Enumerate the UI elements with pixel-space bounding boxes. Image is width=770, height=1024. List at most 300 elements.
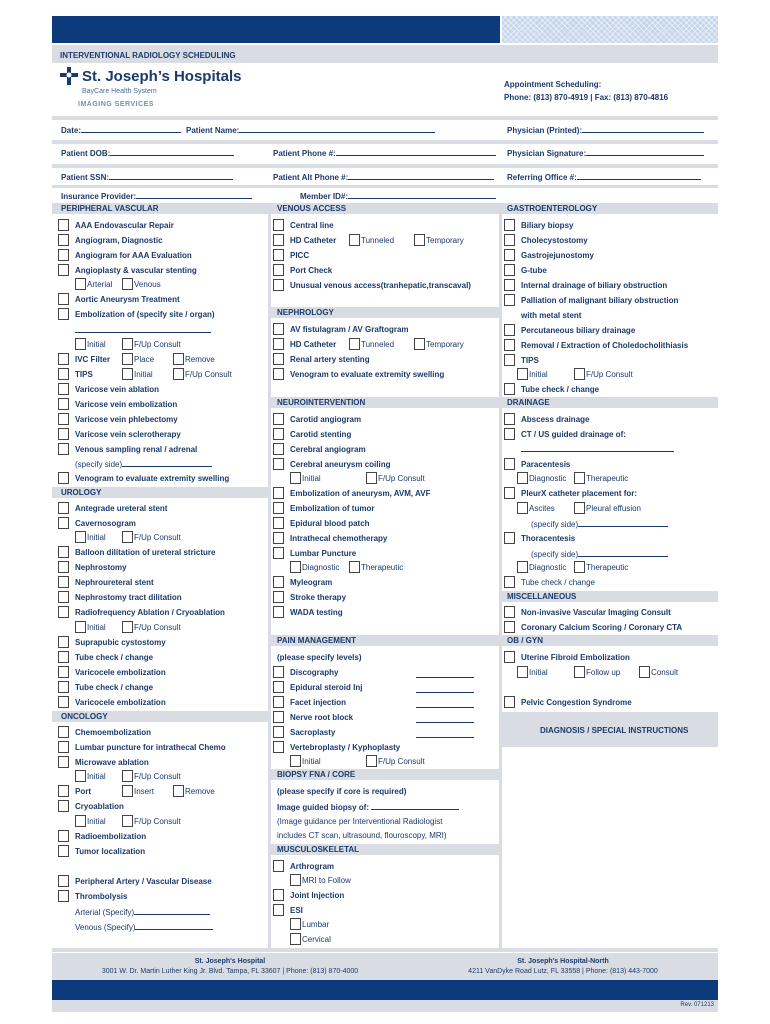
checkbox[interactable]	[58, 398, 69, 410]
item-label: Cerebral aneurysm coiling	[290, 460, 391, 469]
patient-name-field[interactable]	[239, 125, 435, 133]
item-label: F/Up Consult	[378, 474, 425, 483]
footer-right-address: 4211 VanDyke Road Lutz, FL 33558 | Phone: (813) 443-7000	[468, 968, 658, 975]
checkbox[interactable]	[273, 413, 284, 425]
item-label: Radioembolization	[75, 832, 147, 841]
item-label: Internal drainage of biliary obstruction	[521, 281, 668, 290]
item-label: Varicose vein phlebectomy	[75, 415, 178, 424]
footer-left-title: St. Joseph's Hospital	[194, 958, 266, 965]
item-label: TIPS	[521, 356, 539, 365]
item-label: Diagnostic	[529, 563, 567, 572]
item-label: Initial	[302, 757, 321, 766]
checkbox[interactable]	[273, 234, 284, 246]
checkbox[interactable]	[75, 531, 86, 543]
checkbox[interactable]	[290, 874, 301, 886]
separator	[52, 164, 718, 168]
separator	[52, 185, 718, 188]
checkbox[interactable]	[58, 696, 69, 708]
checkbox[interactable]	[504, 606, 515, 618]
bottom-gray-bar	[52, 1000, 718, 1012]
checkbox[interactable]	[504, 383, 515, 395]
checkbox[interactable]	[504, 532, 515, 544]
item-label: Angioplasty & vascular stenting	[75, 266, 197, 275]
checkbox[interactable]	[517, 666, 528, 678]
item-label: Lumbar Puncture	[290, 549, 357, 558]
checkbox[interactable]	[504, 487, 515, 499]
column-divider	[499, 203, 502, 949]
checkbox[interactable]	[122, 621, 133, 633]
section-biopsy: BIOPSY FNA / CORE	[277, 770, 356, 779]
checkbox[interactable]	[58, 413, 69, 425]
checkbox[interactable]	[273, 904, 284, 916]
item-label: Non-invasive Vascular Imaging Consult	[521, 608, 671, 617]
item-label: Remove	[185, 355, 215, 364]
section-drainage: DRAINAGE	[507, 398, 550, 407]
item-label: (Image guidance per Interventional Radiologist	[277, 817, 443, 826]
checkbox[interactable]	[75, 770, 86, 782]
checkbox[interactable]	[58, 666, 69, 678]
item-label: Tunneled	[361, 340, 395, 349]
item-label: Myleogram	[290, 578, 333, 587]
level-line[interactable]	[416, 737, 474, 738]
item-label: Remove	[185, 787, 215, 796]
item-label: Cryoablation	[75, 802, 124, 811]
specify-line[interactable]	[75, 332, 211, 333]
item-label: Stroke therapy	[290, 593, 347, 602]
checkbox[interactable]	[273, 249, 284, 261]
item-label: Cervical	[302, 935, 331, 944]
checkbox[interactable]	[273, 576, 284, 588]
checkbox[interactable]	[273, 606, 284, 618]
checkbox[interactable]	[122, 278, 133, 290]
checkbox[interactable]	[504, 458, 515, 470]
item-label: Renal artery stenting	[290, 355, 370, 364]
item-label: Diagnostic	[529, 474, 567, 483]
item-label: Epidural steroid Inj	[290, 683, 363, 692]
item-label: Gastrojejunostomy	[521, 251, 594, 260]
section-oncology: ONCOLOGY	[61, 712, 108, 721]
specify-side-field[interactable]	[578, 519, 668, 527]
item-label: MRI to Follow	[302, 876, 351, 885]
checkbox[interactable]	[273, 338, 284, 350]
item-label: Varicocele embolization	[75, 668, 166, 677]
checkbox[interactable]	[58, 472, 69, 484]
venous-specify-field[interactable]	[135, 922, 213, 930]
item-label: Initial	[87, 772, 106, 781]
separator	[52, 116, 718, 120]
checkbox[interactable]	[273, 591, 284, 603]
item-label: Therapeutic	[361, 563, 404, 572]
checkbox[interactable]	[273, 458, 284, 470]
item-label: Microwave ablation	[75, 758, 149, 767]
checkbox[interactable]	[349, 234, 360, 246]
checkbox[interactable]	[122, 368, 133, 380]
item-label: F/Up Consult	[378, 757, 425, 766]
checkbox[interactable]	[349, 338, 360, 350]
item-label: Initial	[87, 340, 106, 349]
checkbox[interactable]	[273, 502, 284, 514]
item-label: Intrathecal chemotherapy	[290, 534, 388, 543]
section-gastroenterology: GASTROENTEROLOGY	[507, 204, 598, 213]
section-neurointervention: NEUROINTERVENTION	[277, 398, 366, 407]
item-label: Varicose vein embolization	[75, 400, 178, 409]
item-label: Tumor localization	[75, 847, 146, 856]
checkbox[interactable]	[273, 353, 284, 365]
item-label: Varicose vein ablation	[75, 385, 160, 394]
item-label: Venous	[134, 280, 161, 289]
appointment-contact	[504, 78, 668, 104]
checkbox[interactable]	[273, 711, 284, 723]
item-label: F/Up Consult	[134, 623, 181, 632]
item-label: F/Up Consult	[134, 817, 181, 826]
checkbox[interactable]	[58, 368, 69, 380]
contact-line2: Phone: (813) 870-4919 | Fax: (813) 870-4816	[504, 93, 669, 102]
checkbox[interactable]	[504, 621, 515, 633]
checkbox[interactable]	[58, 890, 69, 902]
referring-label: Referring Office #:	[507, 172, 701, 183]
item-label: Nephrostomy	[75, 563, 127, 572]
checkbox[interactable]	[273, 443, 284, 455]
checkbox[interactable]	[273, 860, 284, 872]
item-label: Cavernosogram	[75, 519, 136, 528]
checkbox[interactable]	[58, 546, 69, 558]
checkbox[interactable]	[504, 576, 515, 588]
item-label: Percutaneous biliary drainage	[521, 326, 636, 335]
checkbox[interactable]	[273, 368, 284, 380]
cross-icon	[60, 67, 78, 85]
checkbox[interactable]	[574, 502, 585, 514]
member-label: Member ID#:	[300, 191, 496, 202]
item-label: F/Up Consult	[134, 340, 181, 349]
item-label: Arterial (Specify)	[75, 907, 210, 918]
checkbox[interactable]	[58, 576, 69, 588]
checkbox[interactable]	[58, 428, 69, 440]
item-label: Lumbar	[302, 920, 330, 929]
checkbox[interactable]	[122, 353, 133, 365]
item-label: Sacroplasty	[290, 728, 336, 737]
footer-left-address: 3001 W. Dr. Martin Luther King Jr. Blvd. Tampa, FL 33607 | Phone: (813) 870-4000	[101, 968, 359, 975]
checkbox[interactable]	[273, 323, 284, 335]
checkbox[interactable]	[122, 770, 133, 782]
item-label: ESI	[290, 906, 303, 915]
ssn-field[interactable]	[109, 172, 233, 180]
drainage-site-line[interactable]	[521, 451, 674, 452]
item-label: Aortic Aneurysm Treatment	[75, 295, 180, 304]
checkbox[interactable]	[58, 219, 69, 231]
item-label: Port Check	[290, 266, 333, 275]
item-label: Therapeutic	[586, 563, 629, 572]
item-label: Diagnostic	[302, 563, 340, 572]
item-label: Discography	[290, 668, 339, 677]
separator	[52, 948, 718, 952]
checkbox[interactable]	[75, 338, 86, 350]
checkbox[interactable]	[639, 666, 650, 678]
item-label: Cerebral angiogram	[290, 445, 366, 454]
level-line[interactable]	[416, 677, 474, 678]
checkbox[interactable]	[58, 651, 69, 663]
item-label: CT / US guided drainage of:	[521, 430, 626, 439]
checkbox[interactable]	[58, 383, 69, 395]
checkbox[interactable]	[574, 368, 585, 380]
checkbox[interactable]	[58, 517, 69, 529]
item-label: Initial	[87, 817, 106, 826]
item-label: Embolization of aneurysm, AVM, AVF	[290, 489, 431, 498]
checkbox[interactable]	[273, 666, 284, 678]
bottom-navy-bar	[52, 980, 718, 1000]
footer-left	[52, 957, 408, 977]
checkbox[interactable]	[58, 830, 69, 842]
checkbox[interactable]	[504, 651, 515, 663]
section-diagnosis: DIAGNOSIS / SPECIAL INSTRUCTIONS	[540, 726, 689, 735]
checkbox[interactable]	[290, 933, 301, 945]
checkbox[interactable]	[273, 279, 284, 291]
checkbox[interactable]	[290, 472, 301, 484]
section-pain-management: PAIN MANAGEMENT	[277, 636, 356, 645]
checkbox[interactable]	[58, 636, 69, 648]
checkbox[interactable]	[504, 249, 515, 261]
checkbox[interactable]	[273, 681, 284, 693]
checkbox[interactable]	[273, 428, 284, 440]
revision-label: Rev. 071213	[680, 1002, 714, 1008]
item-label: Temporary	[426, 340, 464, 349]
checkbox[interactable]	[504, 264, 515, 276]
item-label: F/Up Consult	[586, 370, 633, 379]
checkbox[interactable]	[58, 726, 69, 738]
checkbox[interactable]	[173, 785, 184, 797]
checkbox[interactable]	[273, 547, 284, 559]
section-urology: UROLOGY	[61, 488, 102, 497]
checkbox[interactable]	[574, 666, 585, 678]
level-line[interactable]	[416, 722, 474, 723]
checkbox[interactable]	[273, 889, 284, 901]
checkbox[interactable]	[273, 532, 284, 544]
checkbox[interactable]	[58, 264, 69, 276]
item-label: Carotid angiogram	[290, 415, 362, 424]
item-label: Embolization of (specify site / organ)	[75, 310, 215, 319]
checkbox[interactable]	[75, 278, 86, 290]
item-label: Initial	[87, 623, 106, 632]
item-label: Nephrostomy tract dilitation	[75, 593, 182, 602]
checkbox[interactable]	[366, 472, 377, 484]
specify-side-field[interactable]	[122, 459, 212, 467]
item-label: Arterial	[87, 280, 113, 289]
checkbox[interactable]	[273, 726, 284, 738]
checkbox[interactable]	[504, 294, 515, 306]
specify-side-field[interactable]	[578, 549, 668, 557]
checkbox[interactable]	[75, 621, 86, 633]
checkbox[interactable]	[504, 279, 515, 291]
dob-field[interactable]	[110, 148, 234, 156]
checkbox[interactable]	[517, 502, 528, 514]
item-label: Insert	[134, 787, 155, 796]
checkbox[interactable]	[58, 756, 69, 768]
checkbox[interactable]	[58, 308, 69, 320]
level-line[interactable]	[416, 707, 474, 708]
signature-label: Physician Signature:	[507, 148, 704, 159]
item-label: Uterine Fibroid Embolization	[521, 653, 630, 662]
item-label: Joint Injection	[290, 891, 345, 900]
checkbox[interactable]	[75, 815, 86, 827]
header-navy-block	[52, 16, 500, 43]
referring-field[interactable]	[577, 172, 701, 180]
logo-name: St. Joseph’s Hospitals	[82, 68, 242, 85]
arterial-specify-field[interactable]	[134, 907, 210, 915]
header-bar	[52, 16, 718, 43]
checkbox[interactable]	[122, 785, 133, 797]
checkbox[interactable]	[517, 368, 528, 380]
checkbox[interactable]	[58, 502, 69, 514]
item-label: Initial	[134, 370, 153, 379]
checkbox[interactable]	[290, 918, 301, 930]
item-label: TIPS	[75, 370, 93, 379]
section-obgyn: OB / GYN	[507, 636, 544, 645]
item-label: Palliation of malignant biliary obstruction	[521, 296, 679, 305]
date-field[interactable]	[81, 125, 181, 133]
checkbox[interactable]	[574, 472, 585, 484]
checkbox[interactable]	[58, 875, 69, 887]
phone-label: Patient Phone #:	[273, 148, 496, 159]
item-label: Tube check / change	[521, 578, 595, 587]
item-label: G-tube	[521, 266, 547, 275]
item-label: WADA testing	[290, 608, 343, 617]
checkbox[interactable]	[122, 338, 133, 350]
item-label: Varicose vein sclerotherapy	[75, 430, 181, 439]
item-label: Balloon dilitation of ureteral stricture	[75, 548, 216, 557]
checkbox[interactable]	[290, 755, 301, 767]
item-label: Biliary biopsy	[521, 221, 574, 230]
dob-label: Patient DOB:	[61, 148, 234, 159]
checkbox[interactable]	[517, 561, 528, 573]
checkbox[interactable]	[58, 785, 69, 797]
level-line[interactable]	[416, 692, 474, 693]
item-label: Tunneled	[361, 236, 395, 245]
checkbox[interactable]	[58, 353, 69, 365]
item-label: (specify side)	[75, 459, 212, 470]
item-label: PleurX catheter placement for:	[521, 489, 638, 498]
item-label: Abscess drainage	[521, 415, 590, 424]
checkbox[interactable]	[58, 561, 69, 573]
patient-name-label: Patient Name:	[186, 125, 435, 136]
checkbox[interactable]	[273, 741, 284, 753]
phone-field[interactable]	[336, 148, 496, 156]
physician-printed-field[interactable]	[582, 125, 704, 133]
item-label: with metal stent	[521, 311, 582, 320]
insurance-field[interactable]	[136, 191, 252, 199]
header-pattern-block	[502, 16, 718, 43]
item-label: (specify side)	[531, 519, 668, 530]
item-label: Initial	[302, 474, 321, 483]
checkbox[interactable]	[173, 368, 184, 380]
item-label: AV fistulagram / AV Graftogram	[290, 325, 409, 334]
alt-phone-field[interactable]	[348, 172, 494, 180]
checkbox[interactable]	[58, 681, 69, 693]
checkbox[interactable]	[366, 755, 377, 767]
checkbox[interactable]	[58, 249, 69, 261]
checkbox[interactable]	[574, 561, 585, 573]
footer-right-title: St. Joseph's Hospital-North	[517, 958, 609, 965]
checkbox[interactable]	[58, 741, 69, 753]
member-field[interactable]	[348, 191, 496, 199]
item-label: Peripheral Artery / Vascular Disease	[75, 877, 212, 886]
checkbox[interactable]	[58, 443, 69, 455]
checkbox[interactable]	[414, 234, 425, 246]
insurance-label: Insurance Provider:	[61, 191, 252, 202]
item-label: Initial	[87, 533, 106, 542]
checkbox[interactable]	[273, 517, 284, 529]
checkbox[interactable]	[504, 219, 515, 231]
section-peripheral-vascular: PERIPHERAL VASCULAR	[61, 204, 159, 213]
item-label: Nephroureteral stent	[75, 578, 154, 587]
ssn-label: Patient SSN:	[61, 172, 233, 183]
checkbox[interactable]	[504, 413, 515, 425]
item-label: Suprapubic cystostomy	[75, 638, 166, 647]
item-label: Venous sampling renal / adrenal	[75, 445, 198, 454]
item-label: Facet injection	[290, 698, 347, 707]
item-label: Pleural effusion	[586, 504, 641, 513]
item-label: Tube check / change	[75, 653, 154, 662]
item-label: HD Catheter	[290, 340, 337, 349]
item-label: Place	[134, 355, 155, 364]
section-musculoskeletal: MUSCULOSKELETAL	[277, 845, 360, 854]
checkbox[interactable]	[273, 487, 284, 499]
item-label: Varicocele embolization	[75, 698, 166, 707]
checkbox[interactable]	[349, 561, 360, 573]
item-label: Carotid stenting	[290, 430, 352, 439]
item-label: Tube check / change	[521, 385, 600, 394]
checkbox[interactable]	[414, 338, 425, 350]
checkbox[interactable]	[58, 845, 69, 857]
item-label: Removal / Extraction of Choledocholithiasis	[521, 341, 689, 350]
item-label: PICC	[290, 251, 310, 260]
logo-system: BayCare Health System	[82, 88, 157, 95]
checkbox[interactable]	[58, 234, 69, 246]
footer-right	[408, 957, 718, 977]
checkbox[interactable]	[58, 293, 69, 305]
checkbox[interactable]	[58, 800, 69, 812]
checkbox[interactable]	[273, 219, 284, 231]
checkbox[interactable]	[290, 561, 301, 573]
item-label: F/Up Consult	[134, 533, 181, 542]
item-label: (please specify levels)	[277, 653, 362, 662]
item-label: HD Catheter	[290, 236, 337, 245]
checkbox[interactable]	[273, 264, 284, 276]
checkbox[interactable]	[504, 324, 515, 336]
checkbox[interactable]	[504, 696, 515, 708]
biopsy-site-field[interactable]	[371, 802, 459, 810]
item-label: Radiofrequency Ablation / Cryoablation	[75, 608, 225, 617]
item-label: Arthrogram	[290, 862, 335, 871]
checkbox[interactable]	[122, 531, 133, 543]
checkbox[interactable]	[173, 353, 184, 365]
checkbox[interactable]	[58, 606, 69, 618]
section-miscellaneous: MISCELLANEOUS	[507, 592, 577, 601]
checkbox[interactable]	[504, 354, 515, 366]
item-label: Paracentesis	[521, 460, 571, 469]
checkbox[interactable]	[273, 696, 284, 708]
checkbox[interactable]	[504, 339, 515, 351]
item-label: F/Up Consult	[134, 772, 181, 781]
checkbox[interactable]	[517, 472, 528, 484]
item-label: Nerve root block	[290, 713, 354, 722]
checkbox[interactable]	[58, 591, 69, 603]
checkbox[interactable]	[122, 815, 133, 827]
item-label: Thoracentesis	[521, 534, 576, 543]
item-label: Follow up	[586, 668, 621, 677]
signature-field[interactable]	[586, 148, 704, 156]
checkbox[interactable]	[504, 234, 515, 246]
checkbox[interactable]	[504, 428, 515, 440]
item-label: Venogram to evaluate extremity swelling	[290, 370, 445, 379]
